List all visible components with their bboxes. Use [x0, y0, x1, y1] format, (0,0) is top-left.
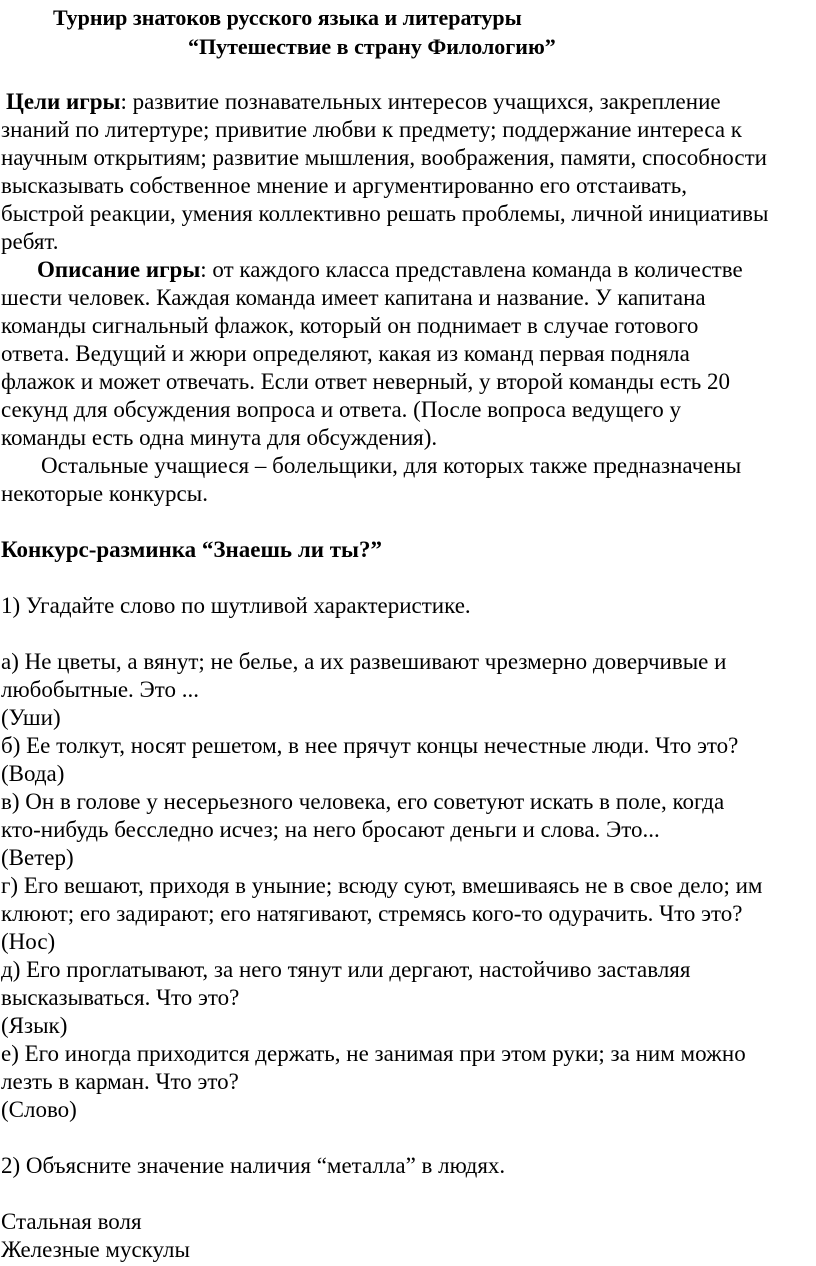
riddle-line: любобытные. Это ...: [1, 677, 199, 702]
riddle-answer: (Язык): [1, 1013, 68, 1038]
riddle-line: клюют; его задирают; его натягивают, стремясь кого-то одурачить. Что это?: [1, 901, 743, 926]
fans-text-line: Остальные учащиеся – болельщики, для которых также предназначены: [41, 453, 742, 478]
riddle-answer: (Нос): [1, 929, 56, 954]
description-text: : от каждого класса представлена команда в количестве: [200, 257, 743, 282]
goals-text-line: высказывать собственное мнение и аргументированно его отстаивать,: [1, 173, 687, 198]
description-paragraph-line: [37, 256, 743, 284]
riddle-answer: (Вода): [1, 761, 65, 786]
riddle-line: в) Он в голове у несерьезного человека, его советуют искать в поле, когда: [1, 789, 725, 814]
goals-paragraph-line: [6, 88, 721, 116]
document-title-line-1: Турнир знатоков русского языка и литературы: [53, 5, 522, 30]
task-1: 1) Угадайте слово по шутливой характеристике.: [1, 593, 471, 618]
answer-line: Железные мускулы: [1, 1237, 190, 1262]
description-text-line: ответа. Ведущий и жюри определяют, какая из команд первая подняла: [1, 341, 690, 366]
description-text-line: секунд для обсуждения вопроса и ответа. (После вопроса ведущего у: [1, 397, 682, 422]
contest-heading: Конкурс-разминка “Знаешь ли ты?”: [1, 537, 382, 562]
document-title-line-2: “Путешествие в страну Филологию”: [188, 34, 556, 59]
riddle-answer: (Ветер): [1, 845, 74, 870]
riddle-answer: (Уши): [1, 705, 61, 730]
description-text-line: шести человек. Каждая команда имеет капитана и название. У капитана: [1, 285, 706, 310]
goals-text-line: знаний по литертуре; привитие любви к предмету; поддержание интереса к: [1, 117, 742, 142]
description-text-line: команды сигнальный флажок, который он поднимает в случае готового: [1, 313, 699, 338]
riddle-line: а) Не цветы, а вянут; не белье, а их развешивают чрезмерно доверчивые и: [1, 649, 727, 674]
riddle-line: д) Его проглатывают, за него тянут или дергают, настойчиво заставляя: [1, 957, 691, 982]
description-text-line: флажок и может отвечать. Если ответ неверный, у второй команды есть 20: [1, 369, 731, 394]
fans-text-line: некоторые конкурсы.: [1, 481, 208, 506]
answer-line: Стальная воля: [1, 1209, 142, 1234]
goals-text-line: быстрой реакции, умения коллективно решать проблемы, личной инициативы: [1, 201, 769, 226]
goals-text-line: ребят.: [1, 229, 59, 254]
riddle-answer: (Слово): [1, 1097, 77, 1122]
goals-text-line: научным открытиям; развитие мышления, воображения, памяти, способности: [1, 145, 767, 170]
description-label: Описание игры: [37, 257, 201, 282]
riddle-line: лезть в карман. Что это?: [1, 1069, 239, 1094]
goals-label: Цели игры: [6, 89, 121, 114]
goals-text: : развитие познавательных интересов учащихся, закрепление: [120, 89, 721, 114]
riddle-line: е) Его иногда приходится держать, не занимая при этом руки; за ним можно: [1, 1041, 746, 1066]
task-2: 2) Объясните значение наличия “металла” в людях.: [1, 1153, 506, 1178]
riddle-line: г) Его вешают, приходя в уныние; всюду суют, вмешиваясь не в свое дело; им: [1, 873, 763, 898]
riddle-line: высказываться. Что это?: [1, 985, 240, 1010]
description-text-line: команды есть одна минута для обсуждения).: [1, 425, 438, 450]
riddle-line: б) Ее толкут, носят решетом, в нее прячут концы нечестные люди. Что это?: [1, 733, 739, 758]
riddle-line: кто-нибудь бесследно исчез; на него бросают деньги и слова. Это...: [1, 817, 660, 842]
